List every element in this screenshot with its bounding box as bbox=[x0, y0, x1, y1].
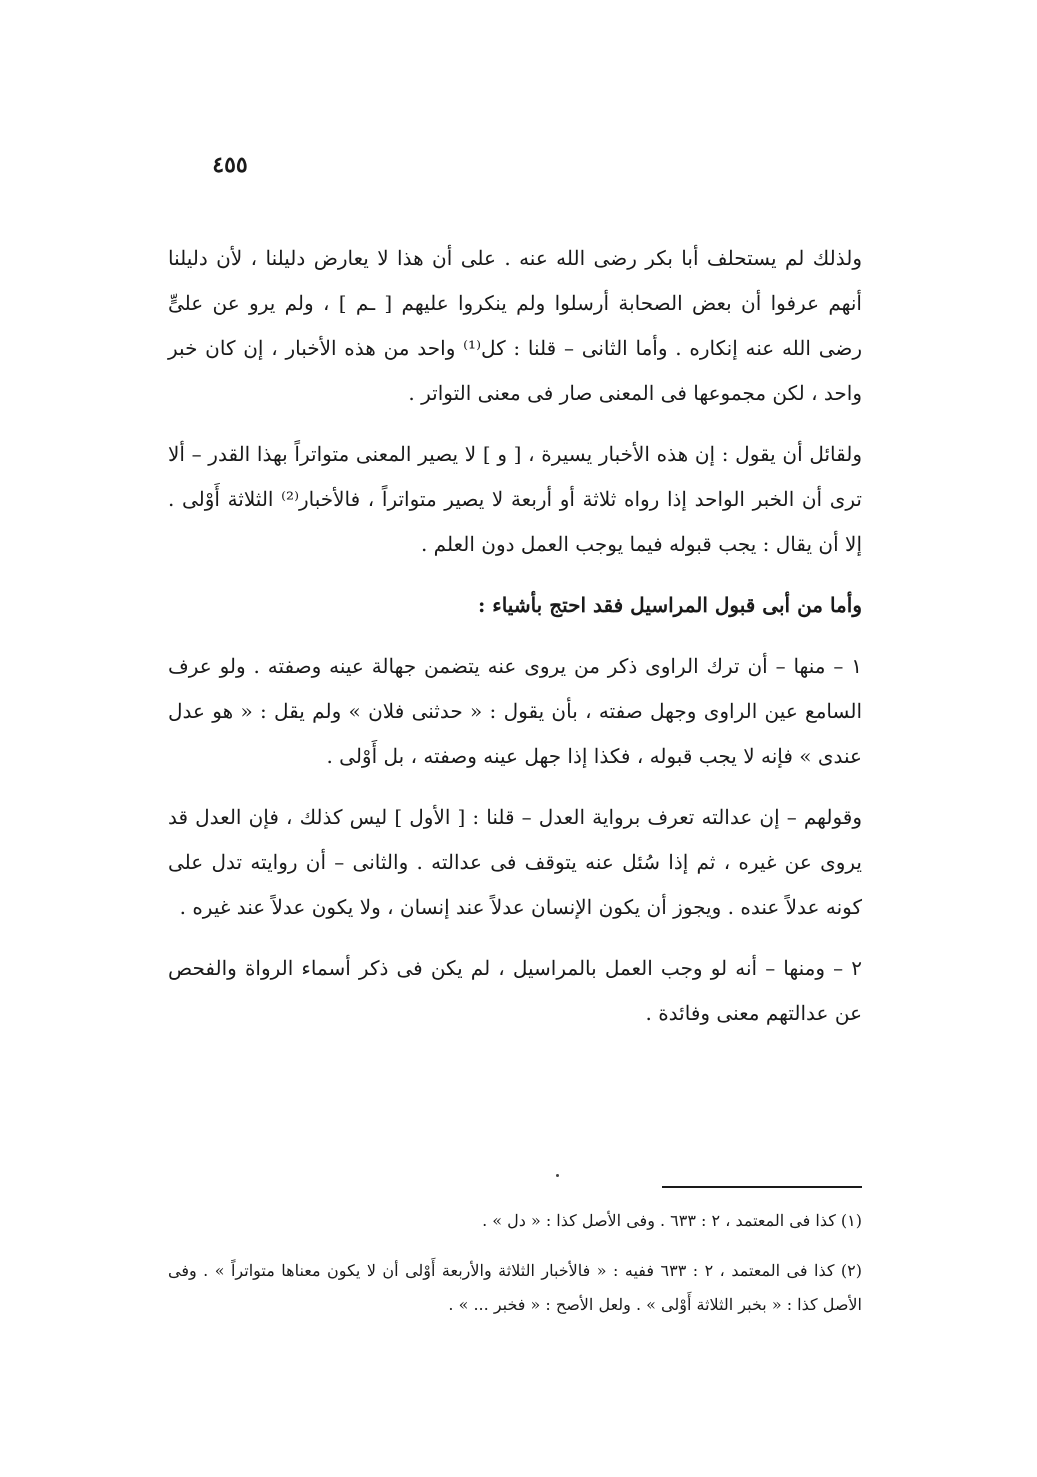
page-number: ٤٥٥ bbox=[212, 152, 248, 178]
footnote-separator bbox=[662, 1186, 862, 1188]
paragraph-3: ١ – منها – أن ترك الراوى ذكر من يروى عنه يتضمن جهالة عينه وصفته . ولو عرف السامع عين الراوى وجهل صفته ، بأن يقول : « حدثنى فلان » ولم يقل : « هو عدل عندى » فإنه لا يجب قبوله ، فكذا إذا جهل عينه وصفته ، بل أَوْلى . bbox=[168, 654, 862, 768]
paragraph-5: ٢ – ومنها – أنه لو وجب العمل بالمراسيل ، لم يكن فى ذكر أسماء الرواة والفحص عن عدالتهم معنى وفائدة . bbox=[168, 956, 862, 1025]
footnotes bbox=[168, 1204, 862, 1338]
paragraph-1: ولذلك لم يستحلف أبا بكر رضى الله عنه . على أن هذا لا يعارض دليلنا ، لأن دليلنا أنهم عرفوا أن بعض الصحابة أرسلوا ولم ينكروا عليهم [ ـم ] ، ولم يرو عن علىٍّ رضى الله عنه إنكاره . وأما الثانى – قلنا : كل⁽¹⁾ واحد من هذه الأخبار ، إن كان خبر واحد ، لكن مجموعها فى المعنى صار فى معنى التواتر . bbox=[168, 246, 863, 405]
main-text bbox=[168, 236, 862, 1052]
footnote-2: (٢) كذا فى المعتمد ، ٢ : ٦٣٣ ففيه : « فالأخبار الثلاثة والأربعة أَوْلى أن لا يكون معناها متواتراً » . وفى الأصل كذا : « بخبر الثلاثة أَوْلى » . ولعل الأصح : « فخبر ... » . bbox=[168, 1261, 863, 1314]
stray-mark bbox=[556, 1174, 559, 1177]
section-heading: وأما من أبى قبول المراسيل فقد احتج بأشياء : bbox=[477, 593, 862, 617]
paragraph-2: ولقائل أن يقول : إن هذه الأخبار يسيرة ، [ و ] لا يصير المعنى متواتراً بهذا القدر – ألا ترى أن الخبر الواحد إذا رواه ثلاثة أو أربعة لا يصير متواتراً ، فالأخبار⁽²⁾ الثلاثة أَوْلى . إلا أن يقال : يجب قبوله فيما يوجب العمل دون العلم . bbox=[168, 442, 862, 556]
paragraph-4: وقولهم – إن عدالته تعرف برواية العدل – قلنا : [ الأول ] ليس كذلك ، فإن العدل قد يروى عن غيره ، ثم إذا سُئل عنه يتوقف فى عدالته . والثانى – أن روايته تدل على كونه عدلاً عنده . ويجوز أن يكون الإنسان عدلاً عند إنسان ، ولا يكون عدلاً عند غيره . bbox=[168, 805, 862, 919]
footnote-1: (١) كذا فى المعتمد ، ٢ : ٦٣٣ . وفى الأصل كذا : « دل » . bbox=[482, 1211, 862, 1230]
